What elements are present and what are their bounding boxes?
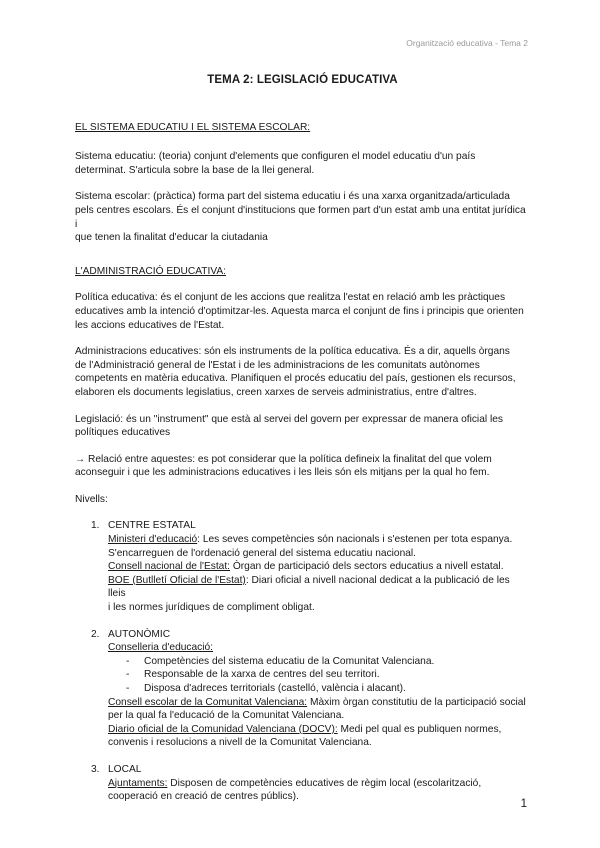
level-title: LOCAL [108, 763, 142, 775]
level-title: CENTRE ESTATAL [108, 520, 196, 532]
level-title: AUTONÒMIC [108, 628, 171, 640]
list-item: - Responsable de la xarxa de centres del seu territori. [126, 669, 380, 681]
term-boe: BOE (Butlletí Oficial de l'Estat) [108, 574, 246, 586]
running-header: Organització educativa - Tema 2 [406, 38, 528, 48]
level-number: 3. [91, 763, 100, 775]
conselleria-list [108, 655, 530, 696]
page-content [75, 74, 530, 804]
term-conselleria: Conselleria d'educació: [108, 642, 214, 654]
list-item: - Disposa d'adreces territorials (castelló, valència i alacant). [126, 683, 406, 694]
list-item: - Competències del sistema educatiu de la Comunitat Valenciana. [126, 655, 435, 667]
levels-label: Nivells: [75, 493, 108, 505]
term-docv: Diario oficial de la Comunidad Valenciana (DOCV): [108, 723, 338, 735]
page-number: 1 [520, 798, 527, 810]
paragraph-sistema-escolar: Sistema escolar: (pràctica) forma part del sistema educatiu i és una xarxa organitzada/articulada pels centres escolars. És el conjunt d'institucions que formen part d'un estat amb una entitat jurídica i que tenen la finalitat d'educar la ciutadania [75, 191, 526, 244]
level-number: 2. [91, 628, 100, 640]
term-ministeri: Ministeri d'educació [108, 534, 198, 546]
level-item-autonomic: 2. AUTONÒMIC Conselleria d'educació: - Competències del sistema educatiu de la Comunitat Valenciana. - Responsable de la xarxa de centres del seu territori. - Disposa d'adreces territorials (castelló, valència i alacant). Consell escolar de la Comunitat Valenciana: Màxim òrgan constitutiu de la participació social per la qual fa l'educació de la Comunitat Valenciana. Diario oficial de la Comunidad Valenciana (DOCV): Medi pel qual es publiquen normes, convenis i resolucions a nivell de la Comunitat Valenciana. [75, 628, 530, 750]
level-item-local: 3. LOCAL Ajuntaments: Disposen de competències educatives de règim local (escolarització, cooperació en creació de centres públics). [75, 763, 530, 804]
paragraph-sistema-educatiu: Sistema educatiu: (teoria) conjunt d'elements que configuren el model educatiu d'un país determinat. S'articula sobre la base de la llei general. [75, 151, 476, 176]
paragraph-legislacio: Legislació: és un "instrument" que està al servei del govern per expressar de manera oficial les polítiques educatives [75, 413, 503, 439]
level-number: 1. [91, 520, 100, 532]
section-heading-sistema: EL SISTEMA EDUCATIU I EL SISTEMA ESCOLAR: [75, 121, 311, 133]
levels-list [75, 519, 530, 803]
paragraph-relacio: → Relació entre aquestes: es pot considerar que la política defineix la finalitat del que volem aconseguir i que les administracions educatives i les lleis són els mitjans per la qual ho fem. [75, 453, 492, 479]
section-heading-administracio: L'ADMINISTRACIÓ EDUCATIVA: [75, 265, 226, 277]
term-consell-nacional: Consell nacional de l'Estat: [108, 561, 231, 573]
paragraph-politica-educativa: Política educativa: és el conjunt de les accions que realitza l'estat en relació amb les pràctiques educatives amb la intenció d'optimitzar-les. Aquesta marca el conjunt de fins i principis que orienten les accions educatives de l'Estat. [75, 292, 524, 331]
term-ajuntaments: Ajuntaments: [108, 777, 168, 789]
paragraph-administracions-educatives: Administracions educatives: són els instruments de la política educativa. És a dir, aquells òrgans de l'Administració general de l'Estat i de les administracions de les comunitats autònomes competents en matèria educativa. Planifiquen el procés educatiu del país, gestionen els recursos, elaboren els documents legislatius, creen xarxes de serveis administratius, entre d'altres. [75, 346, 516, 398]
document-title: TEMA 2: LEGISLACIÓ EDUCATIVA [207, 74, 398, 86]
term-consell-escolar: Consell escolar de la Comunitat Valenciana: [108, 696, 308, 708]
level-item-estatal: 1. CENTRE ESTATAL Ministeri d'educació: Les seves competències són nacionals i s'estenen per tota espanya. S'encarreguen de l'ordenació general del sistema educatiu nacional. Consell nacional de l'Estat: Òrgan de participació dels sectors educatius a nivell estatal. BOE (Butlletí Oficial de l'Estat): Diari oficial a nivell nacional dedicat a la publicació de les lleis i les normes jurídiques de compliment obligat. [75, 519, 530, 614]
